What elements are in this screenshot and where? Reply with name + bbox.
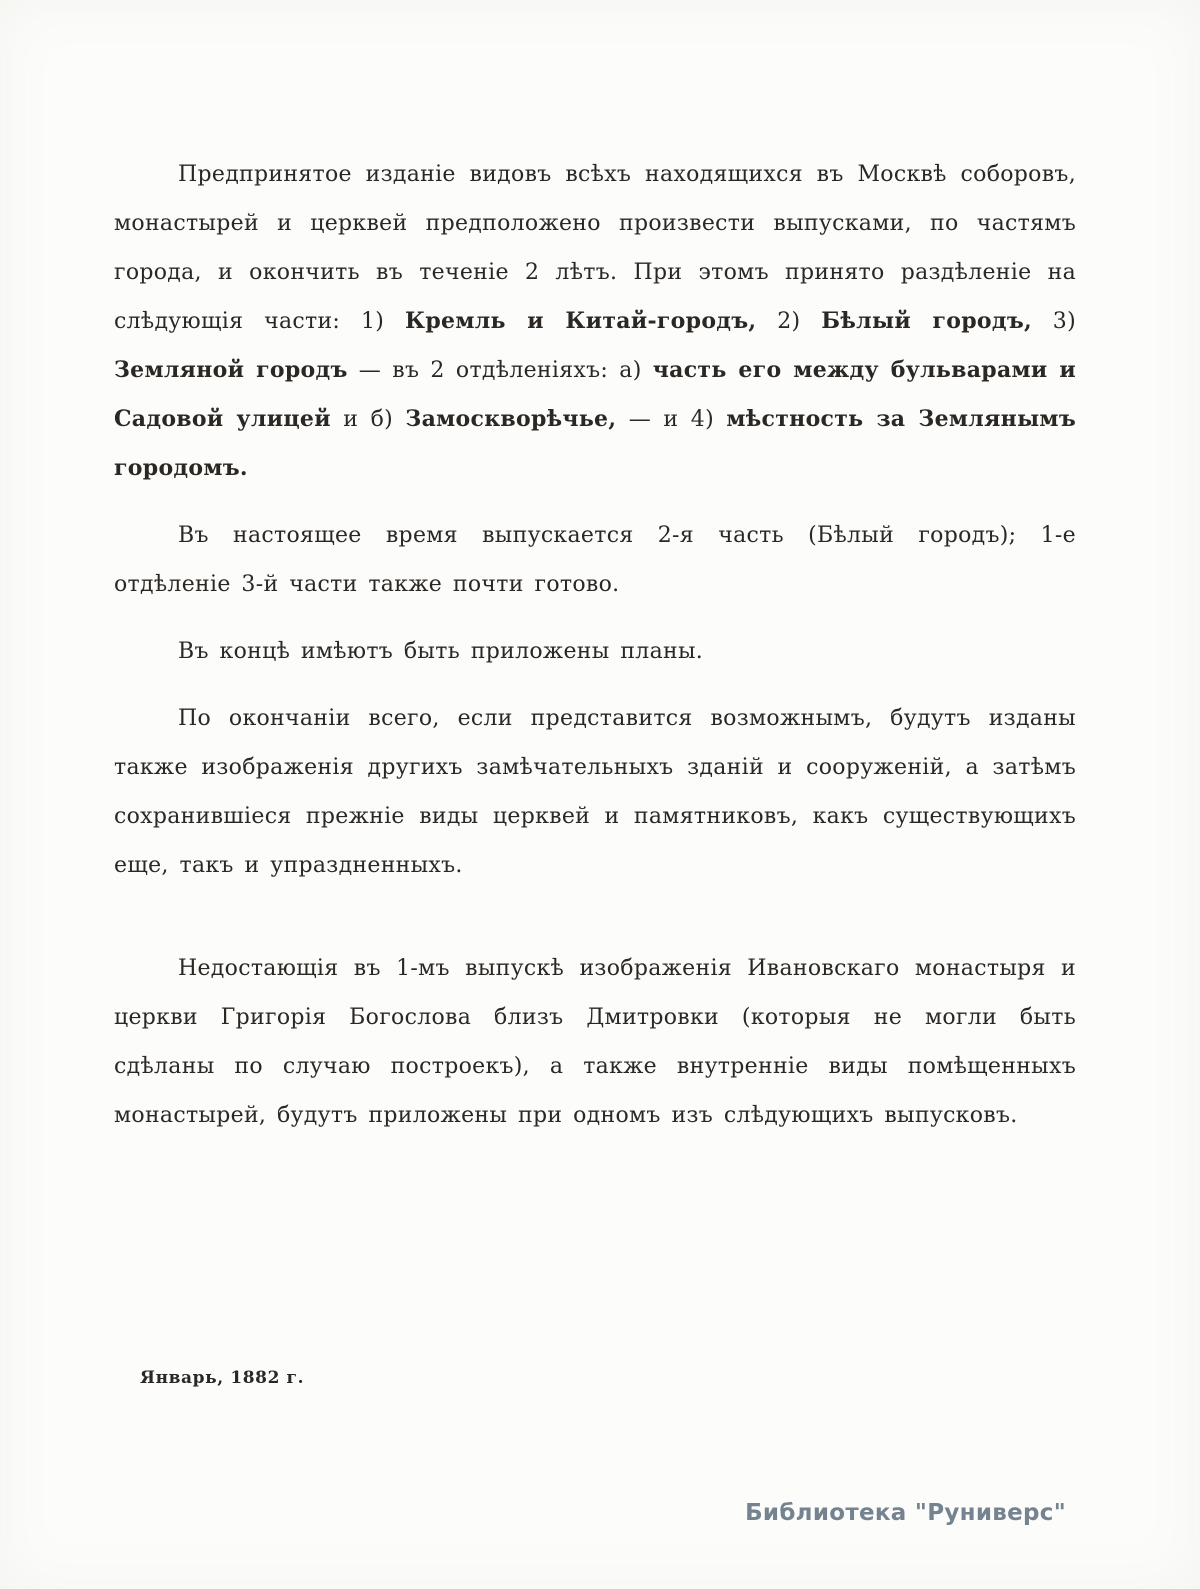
- text-run: 2): [756, 309, 822, 334]
- paragraph-future-editions: По окончаніи всего, если представится возможнымъ, будутъ изданы также изображенія другихъ замѣчательныхъ зданій и сооруженій, а затѣмъ сохранившіеся прежніе виды церквей и памятниковъ, какъ существующихъ еще, такъ и упраздненныхъ.: [114, 706, 1076, 878]
- text-run: — въ 2 отдѣленіяхъ: а): [347, 358, 653, 383]
- paragraph-missing-images: Недостающія въ 1-мъ выпускѣ изображенія Ивановскаго монастыря и церкви Григорія Богослова близъ Дмитровки (которыя не могли быть сдѣланы по случаю построекъ), а также внутренніе виды помѣщенныхъ монастырей, будутъ приложены при одномъ изъ слѣдующихъ выпусковъ.: [114, 956, 1076, 1128]
- text-run: Предпринятое изданіе видовъ всѣхъ находящихся въ Москвѣ соборовъ, монастырей и церквей предположено произвести выпусками, по частямъ города, и окончить въ теченіе 2 лѣтъ. При этомъ принято раздѣленіе на слѣдующія части: 1): [114, 162, 1076, 334]
- library-watermark: Библиотека "Руниверс": [745, 1500, 1066, 1526]
- text-run-bold: Земляной городъ: [114, 357, 348, 383]
- text-run-bold: мѣстность за Землянымъ городомъ.: [114, 406, 1077, 481]
- text-run-bold: Кремль и Китай-городъ,: [405, 308, 757, 334]
- text-run: — и 4): [616, 407, 727, 432]
- publication-date: Январь, 1882 г.: [140, 1368, 305, 1388]
- text-run-bold: Бѣлый городъ,: [821, 308, 1032, 334]
- document-body: [114, 150, 1076, 1158]
- text-run: 3): [1031, 309, 1076, 334]
- text-run-bold: Замоскворѣчье,: [405, 406, 617, 432]
- paragraph-publication-plan: [114, 150, 1076, 493]
- text-run: и б): [330, 407, 406, 432]
- paragraph-plans-note: Въ концѣ имѣютъ быть приложены планы.: [178, 639, 704, 664]
- paragraph-current-issue: Въ настоящее время выпускается 2-я часть (Бѣлый городъ); 1-е отдѣленіе 3-й части также почти готово.: [114, 523, 1076, 597]
- text-run-bold: часть его между бульварами и Садовой улицей: [114, 357, 1076, 432]
